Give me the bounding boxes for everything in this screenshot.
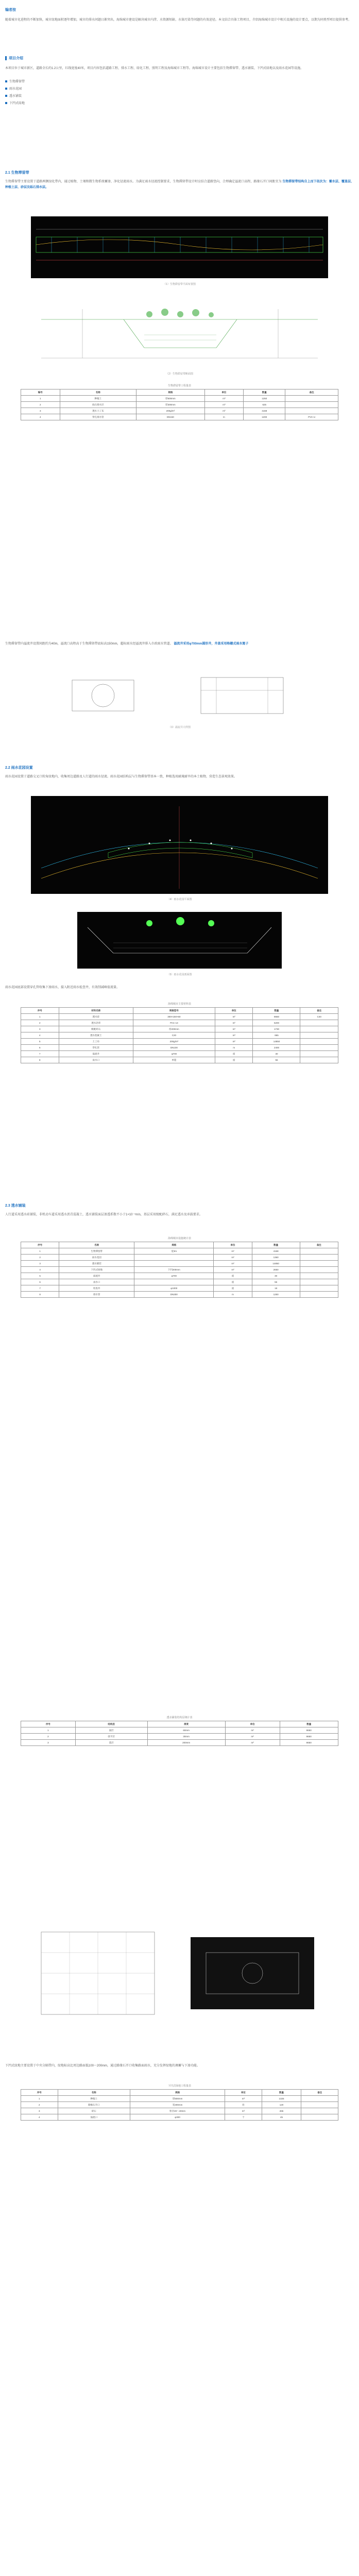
bio-plan-drawing: [31, 216, 328, 278]
table-row: 2 找平层 30mm m² 8650: [21, 1734, 338, 1740]
table-row: 2 砾石排水层 厚300mm m³ 625: [21, 402, 338, 408]
table-5: [21, 2084, 338, 2121]
structure-detail-drawing: [21, 1917, 338, 2030]
table-header: 单位: [214, 1242, 252, 1248]
table-header: 结构层: [75, 1721, 147, 1727]
table-3: [21, 1236, 338, 1298]
table-row: 7 检查井 φ1000 座 18: [21, 1285, 338, 1292]
table-header: 数量: [280, 1721, 338, 1727]
bullet-icon: [5, 88, 7, 90]
editor-note-label: 编者按: [5, 8, 16, 12]
table-4-title: 透水铺装结构层统计表: [166, 1716, 193, 1719]
caption-3: （3）溢流井大样图: [168, 726, 191, 729]
section-2-title: 2.1 生物滞留带: [5, 171, 29, 175]
table-header: 规格: [130, 2090, 225, 2096]
table-row: 7 溢流井 φ700 座 30: [21, 1051, 338, 1057]
table-header: 备注: [285, 389, 338, 396]
table-header: 数量: [252, 1242, 300, 1248]
table-header: 备注: [301, 2090, 338, 2096]
table-row: 8 雨水口 单篦 座 56: [21, 1057, 338, 1063]
table-row: 4 溢流口 φ300 个 45: [21, 2114, 338, 2121]
table-1-title: 生物滞留带工程量表: [167, 384, 191, 387]
table-header: 单位: [225, 2090, 262, 2096]
table-5-title: 下凹式绿地工程量表: [167, 2084, 191, 2088]
table-header: 数量: [244, 389, 285, 396]
table-header: 数量: [253, 1008, 300, 1014]
garden-section-drawing: [77, 912, 282, 969]
table-3-title: 海绵城市设施统计表: [167, 1237, 191, 1240]
table-header: 备注: [300, 1008, 338, 1014]
table-row: 1 生物滞留带 宽3m m² 4168: [21, 1248, 338, 1255]
table-header: 序号: [21, 1008, 59, 1014]
bio-paragraph-2: 生物滞留带内溢流井设置间距约为40m，溢流口高程高于生物滞留带底标高150mm，超标雨水经溢流井排入市政雨水管道。: [5, 642, 173, 646]
table-header: 单位: [215, 1008, 253, 1014]
facility-list: [5, 78, 354, 107]
table-row: 5 土工布 200g/m² m² 14850: [21, 1039, 338, 1045]
caption-4: （4）雨水花园平面图: [167, 898, 192, 901]
table-row: 2 路缘石开口 宽300mm 处 120: [21, 2102, 338, 2108]
table-row: 6 穿孔管 DN100 m 2400: [21, 1045, 338, 1051]
section-4-title: 2.3 透水铺装: [5, 1204, 26, 1208]
caption-2: （2）生物滞留带断面图: [166, 372, 193, 376]
pave-paragraph: 人行道采用透水砖铺装，非机动车道采用透水沥青混凝土，透水铺装面层渗透系数不小于1×10⁻⁴m/s，基层采用级配碎石，满足透水及承载要求。: [5, 1213, 202, 1216]
table-row: 8 排水管 DN300 m 1250: [21, 1292, 338, 1298]
table-header: 材料名称: [59, 1008, 133, 1014]
table-header: 备注: [300, 1242, 338, 1248]
bio-strong-text: 生物滞留带结构自上而下依次为：蓄水层、覆盖层、种植土层、砂层及砾石排水层。: [5, 180, 354, 189]
garden-paragraph-2: 雨水花园底部设置穿孔管收集下渗雨水，接入附近雨水检查井，有效削减峰值流量。: [5, 986, 120, 989]
list-item: 生物滞留带: [5, 78, 354, 85]
list-item: 透水铺装: [5, 92, 354, 99]
down-paragraph: 下凹式绿地主要设置于中央分隔带内，绿地标高比周边路面低100～200mm，通过路缘石开口收集路面雨水，充分发挥绿地的调蓄与下渗功能。: [5, 2064, 200, 2067]
table-row: 3 基层 200mm m² 8650: [21, 1740, 338, 1746]
table-row: 1 种植土 厚600mm m³ 1250: [21, 396, 338, 402]
table-header: 名称: [58, 2090, 130, 2096]
table-row: 5 溢流井 φ700 座 30: [21, 1273, 338, 1279]
table-header: 规格: [134, 1242, 214, 1248]
list-item: 下凹式绿地: [5, 99, 354, 107]
table-header: 名称: [59, 1242, 134, 1248]
intro-paragraph: 随着城市化进程的不断加快，城市绿地面积逐年增加，城市的排水问题日渐突出，海绵城市建设是解决城市内涝、水资源短缺、水体污染等问题的有效途径。本文结合具体工程项目，介绍海绵城市设计中相关设施的设计要点，以期为同类型项目提供参考。: [5, 19, 352, 22]
bio-paragraph: 生物滞留带主要设置于道路两侧绿化带内，通过植物、土壤和微生物系统蓄渗、净化径流雨水。为满足雨水径流控制要求，生物滞留带设计时应结合道路竖向，合理确定溢流口高程，路缘石开口间距宜为: [5, 180, 282, 183]
table-row: 3 透水铺装 m² 14850: [21, 1261, 338, 1267]
table-row: 4 穿孔排水管 DN150 m 1200 PVC-U: [21, 414, 338, 420]
bullet-icon: [5, 80, 7, 82]
overflow-well-drawing: [31, 670, 328, 721]
table-row: 3 级配碎石 厚200mm m³ 1730: [21, 1026, 338, 1032]
caption-1: （1）生物滞留带平面布置图: [163, 283, 196, 286]
table-header: 数量: [262, 2090, 301, 2096]
table-row: 1 透水砖 300×150×60 m² 8650 C40: [21, 1014, 338, 1020]
table-2: [21, 1002, 338, 1063]
table-header: 编号: [21, 389, 60, 396]
project-intro-paragraph: 本项目位于城市新区，道路全长约1.2公里，红线宽度40米，项目内容包括道路工程、排水工程、绿化工程、照明工程及海绵城市工程等。海绵城市设计主要包括生物滞留带、透水铺装、下凹式绿地以及雨水花园等设施。: [5, 67, 304, 70]
table-row: 2 透水沥青 PAC-13 m² 6200: [21, 1020, 338, 1026]
table-header: 名称: [60, 389, 136, 396]
table-4: [21, 1716, 338, 1746]
table-row: 3 碎石 粒径20～40mm m³ 265: [21, 2108, 338, 2114]
table-header: 单位: [204, 389, 244, 396]
table-header: 序号: [21, 1242, 59, 1248]
table-row: 4 透水混凝土 C20 m³ 865: [21, 1032, 338, 1039]
bullet-icon: [5, 95, 7, 97]
table-row: 6 雨水口 座 56: [21, 1279, 338, 1285]
table-header: 厚度: [147, 1721, 225, 1727]
table-row: 3 透水土工布 200g/m² m² 4168: [21, 408, 338, 414]
garden-paragraph: 雨水花园设置于道路交叉口转角绿地内，收集周边道路及人行道的雨水径流。雨水花园结构层与生物滞留带基本一致，种植选用耐淹耐旱的本土植物，营造生态景观效果。: [5, 775, 237, 778]
table-header: 序号: [21, 1721, 76, 1727]
section-3-title: 2.2 雨水花园设置: [5, 766, 33, 770]
heading-bar-icon: [5, 56, 7, 60]
bio-strong-text-2: 溢流井采用φ700mm圆形井，井盖采用格栅式雨水篦子: [174, 642, 249, 646]
table-row: 1 种植土 厚500mm m³ 1325: [21, 2096, 338, 2102]
caption-5: （5）雨水花园剖面图: [167, 973, 192, 976]
list-item: 雨水花园: [5, 85, 354, 92]
table-header: 规格型号: [133, 1008, 215, 1014]
table-row: 2 雨水花园 m² 1360: [21, 1255, 338, 1261]
table-2-title: 海绵城市主要材料表: [167, 1003, 191, 1006]
table-header: 单位: [225, 1721, 280, 1727]
section-1-heading: [5, 56, 354, 61]
table-header: 规格: [136, 389, 204, 396]
bullet-icon: [5, 102, 7, 104]
bio-section-drawing: [31, 299, 328, 368]
section-1-title: 项目介绍: [9, 57, 23, 60]
table-row: 4 下凹式绿地 下凹200mm m² 2650: [21, 1267, 338, 1273]
garden-plan-drawing: [31, 796, 328, 894]
table-row: 1 面层 60mm m² 8650: [21, 1727, 338, 1734]
table-header: 序号: [21, 2090, 58, 2096]
table-1: [21, 384, 338, 420]
